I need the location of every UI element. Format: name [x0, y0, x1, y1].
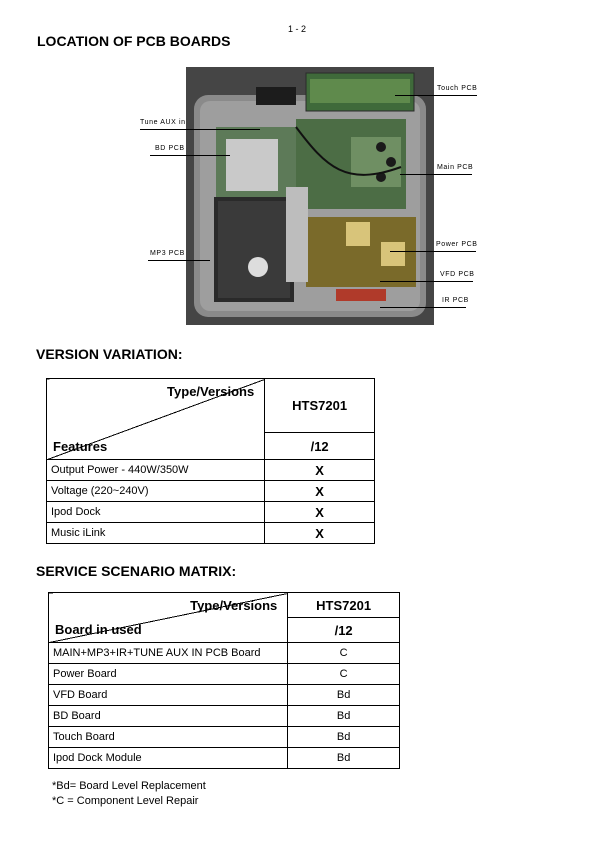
feature-value: X	[265, 502, 375, 523]
callout-bd-pcb: BD PCB	[155, 145, 185, 152]
table-row	[49, 706, 400, 727]
matrix-model-header: HTS7201	[288, 593, 400, 618]
table-row	[47, 523, 375, 544]
table-row	[47, 481, 375, 502]
version-variation-heading: VERSION VARIATION:	[36, 346, 183, 362]
note-c: *C = Component Level Repair	[52, 795, 199, 807]
feature-cell: Ipod Dock	[47, 502, 265, 523]
feature-value: X	[265, 460, 375, 481]
service-matrix-table	[48, 592, 400, 769]
table-row	[49, 664, 400, 685]
table-row	[49, 643, 400, 664]
version-model-header: HTS7201	[265, 379, 375, 433]
version-variation-table	[46, 378, 375, 544]
callout-line-power	[390, 251, 476, 252]
callout-touch-pcb: Touch PCB	[437, 85, 478, 92]
board-cell: Ipod Dock Module	[49, 748, 288, 769]
callout-line-vfd	[380, 281, 473, 282]
callout-power-pcb: Power PCB	[436, 241, 478, 248]
version-corner-type-versions: Type/Versions	[167, 384, 255, 399]
note-bd: *Bd= Board Level Replacement	[52, 780, 206, 792]
table-row	[49, 727, 400, 748]
pcb-photo-drawing	[186, 67, 434, 325]
table-row	[49, 748, 400, 769]
board-value: C	[288, 643, 400, 664]
table-row	[47, 460, 375, 481]
page-number: 1 - 2	[288, 24, 307, 34]
board-cell: Touch Board	[49, 727, 288, 748]
feature-cell: Music iLink	[47, 523, 265, 544]
board-value: Bd	[288, 748, 400, 769]
board-cell: VFD Board	[49, 685, 288, 706]
version-table-corner	[47, 379, 265, 460]
callout-tune-aux: Tune AUX in	[140, 119, 186, 126]
callout-vfd-pcb: VFD PCB	[440, 271, 475, 278]
table-row	[47, 502, 375, 523]
feature-cell: Output Power - 440W/350W	[47, 460, 265, 481]
service-matrix-heading: SERVICE SCENARIO MATRIX:	[36, 563, 237, 579]
board-value: Bd	[288, 685, 400, 706]
callout-mp3-pcb: MP3 PCB	[150, 250, 185, 257]
matrix-version-header: /12	[288, 618, 400, 643]
table-row	[49, 685, 400, 706]
pcb-photo	[186, 67, 434, 325]
callout-line-mp3	[148, 260, 210, 261]
page-title: LOCATION OF PCB BOARDS	[37, 33, 231, 49]
callout-line-bd	[150, 155, 230, 156]
callout-main-pcb: Main PCB	[437, 164, 474, 171]
feature-cell: Voltage (220~240V)	[47, 481, 265, 502]
matrix-corner-type-versions: Type/Versions	[190, 598, 278, 613]
matrix-table-corner	[49, 593, 288, 643]
board-value: Bd	[288, 727, 400, 748]
board-value: Bd	[288, 706, 400, 727]
matrix-corner-board-in-used: Board in used	[55, 622, 142, 637]
callout-line-touch	[395, 95, 477, 96]
version-corner-features: Features	[53, 439, 108, 454]
board-cell: BD Board	[49, 706, 288, 727]
feature-value: X	[265, 523, 375, 544]
feature-value: X	[265, 481, 375, 502]
board-value: C	[288, 664, 400, 685]
callout-line-ir	[380, 307, 466, 308]
callout-line-tune-aux	[140, 129, 260, 130]
board-cell: MAIN+MP3+IR+TUNE AUX IN PCB Board	[49, 643, 288, 664]
callout-line-main	[400, 174, 472, 175]
board-cell: Power Board	[49, 664, 288, 685]
callout-ir-pcb: IR PCB	[442, 297, 469, 304]
version-version-header: /12	[265, 433, 375, 460]
